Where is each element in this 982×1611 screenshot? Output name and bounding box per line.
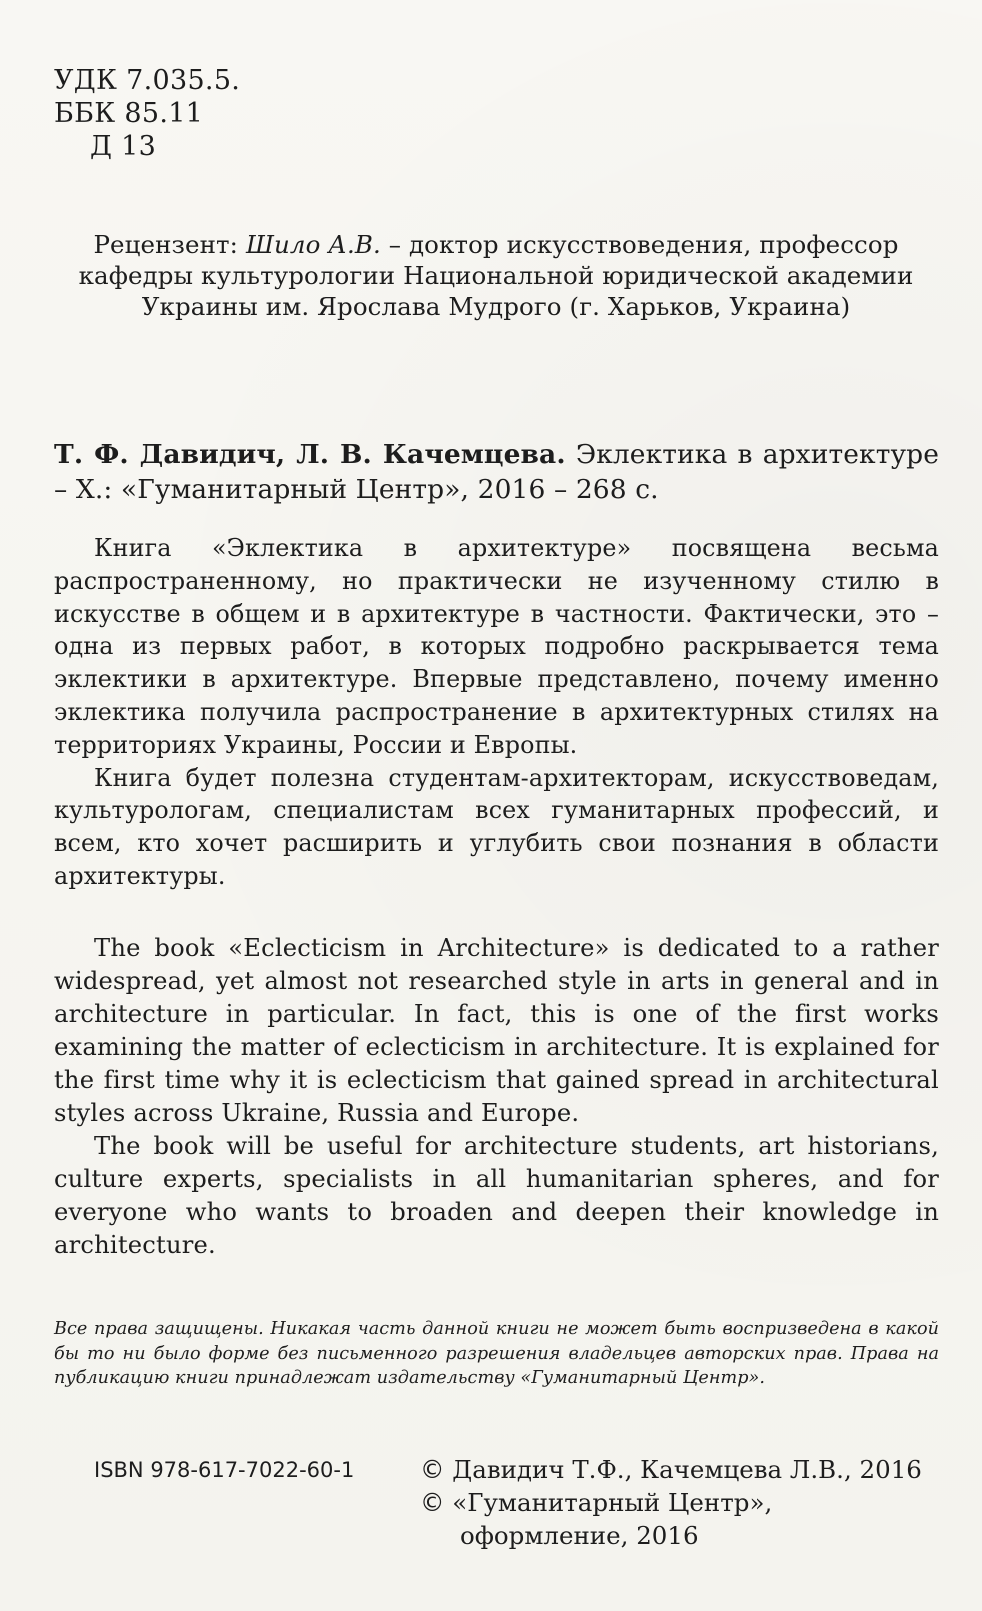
abstract-en-paragraph: The book will be useful for architecture students, art historians, culture experts, specialists in all humanitarian spheres, and for everyone who wants to broaden and deepen their knowledge in architecture. <box>54 1132 939 1259</box>
copyright-icon: © <box>420 1455 445 1484</box>
udk-code: УДК 7.035.5. <box>54 65 241 96</box>
copyright-icon: © <box>420 1488 445 1517</box>
citation-authors: Т. Ф. Давидич, Л. В. Качемцева. <box>54 439 566 470</box>
abstract-ru-paragraph: Книга «Эклектика в архитектуре» посвящена весьма распространенному, но практически не изученному стилю в искусстве в общем и в архитектуре в частности. Фактически, это – одна из первых работ, в которых подробно раскрывается тема эклектики в архитектуре. Впервые представлено, почему именно эклектика получила распространение в архитектурных стилях на территориях Украины, России и Европы. <box>54 534 939 759</box>
isbn: ISBN 978-617-7022-60-1 <box>94 1458 355 1482</box>
copyright-publisher-text: «Гуманитарный Центр», <box>444 1488 773 1517</box>
copyright-block <box>420 1453 940 1552</box>
copyright-publisher <box>420 1486 940 1519</box>
copyright-authors-text: Давидич Т.Ф., Качемцева Л.В., 2016 <box>444 1455 922 1484</box>
classification-codes <box>54 64 240 163</box>
copyright-design: оформление, 2016 <box>460 1521 699 1550</box>
author-mark: Д 13 <box>90 131 157 162</box>
copyright-authors <box>420 1453 940 1486</box>
abstract-english <box>54 932 939 1262</box>
bibliographic-citation <box>54 437 939 507</box>
citation-details: Эклектика в архитектуре – Х.: «Гуманитарный Центр», 2016 – 268 с. <box>54 439 939 505</box>
reviewer-name: Шило А.В. <box>245 230 381 259</box>
reviewer-note <box>54 229 938 322</box>
reviewer-label: Рецензент: <box>93 230 246 259</box>
abstract-en-paragraph: The book «Eclecticism in Architecture» is dedicated to a rather widespread, yet almost not researched style in arts in general and in architecture in particular. In fact, this is one of the first works examining the matter of eclecticism in architecture. It is explained for the first time why it is eclecticism that gained spread in architectural styles across Ukraine, Russia and Europe. <box>54 934 939 1127</box>
reviewer-details: – доктор искусствоведения, профессор кафедры культурологии Национальной юридической академии Украины им. Ярослава Мудрого (г. Харьков, Украина) <box>78 230 914 321</box>
rights-notice: Все права защищены. Никакая часть данной книги не может быть воспризведена в какой бы то ни было форме без письменного разрешения владельцев авторских прав. Права на публикацию книги принадлежат издательству «Гуманитарный Центр». <box>54 1319 939 1389</box>
abstract-ru-paragraph: Книга будет полезна студентам-архитекторам, искусствоведам, культурологам, специалистам всех гуманитарных профессий, и всем, кто хочет расширить и углубить свои познания в области архитектуры. <box>54 763 939 890</box>
abstract-russian <box>54 532 939 893</box>
bbk-code: ББК 85.11 <box>54 98 204 129</box>
